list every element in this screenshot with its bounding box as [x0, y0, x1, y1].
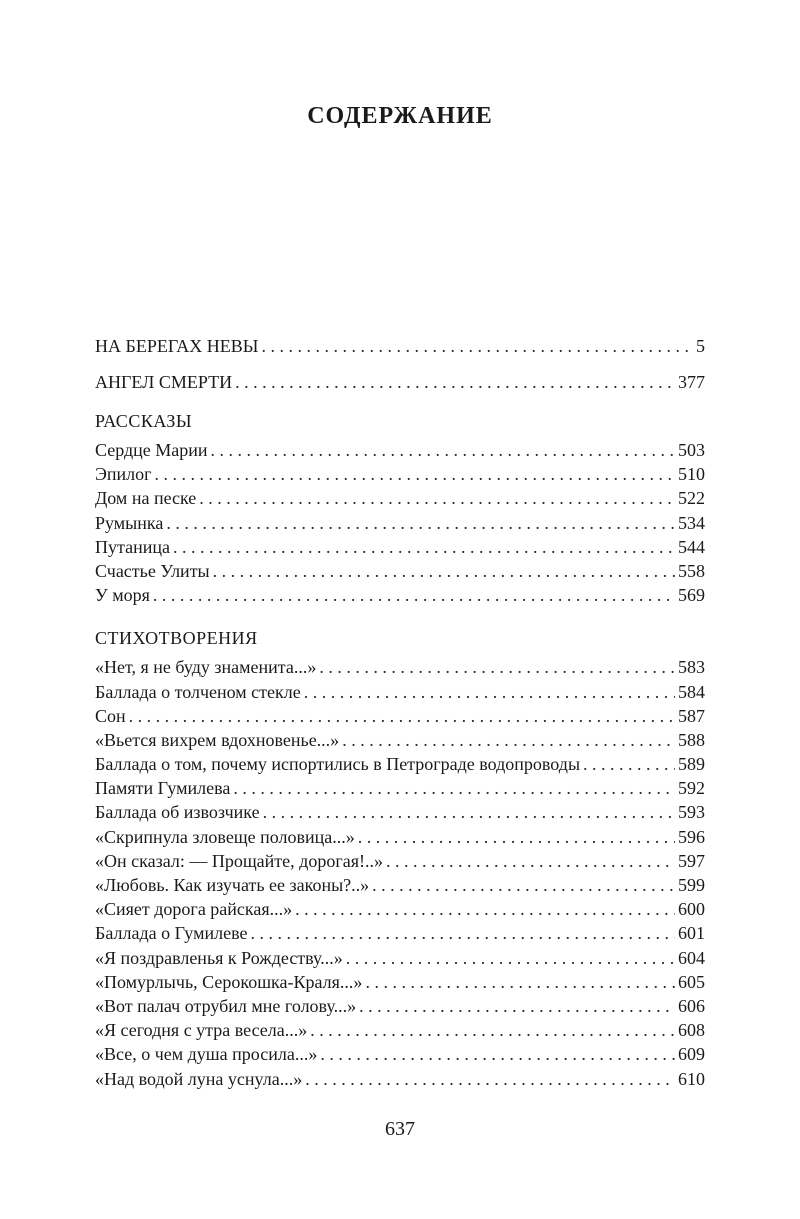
toc-entry-label: Сон	[95, 705, 126, 726]
dot-leader	[319, 655, 675, 679]
toc-entry-page: 583	[678, 657, 705, 678]
toc-entry-page: 605	[678, 971, 705, 992]
dot-leader	[358, 825, 675, 849]
toc-entry-label: Баллада о Гумилеве	[95, 923, 248, 944]
dot-leader	[346, 946, 675, 970]
toc-entry-label: Баллада об извозчике	[95, 802, 260, 823]
dot-leader	[359, 994, 675, 1018]
toc-entry-page: 5	[696, 336, 705, 356]
toc-entry[interactable]	[95, 655, 705, 679]
table-of-contents	[95, 330, 705, 1091]
toc-entry-page: 584	[678, 681, 705, 702]
toc-entry-page: 601	[678, 923, 705, 944]
dot-leader	[261, 330, 693, 362]
toc-entry[interactable]	[95, 970, 705, 994]
dot-leader	[213, 559, 675, 583]
toc-entry-major[interactable]	[95, 330, 705, 362]
toc-entry-label: АНГЕЛ СМЕРТИ	[95, 372, 233, 392]
toc-entry[interactable]	[95, 1042, 705, 1066]
toc-entry[interactable]	[95, 1018, 705, 1042]
dot-leader	[250, 921, 675, 945]
dot-leader	[583, 752, 675, 776]
toc-entry-label: «Я сегодня с утра весела...»	[95, 1020, 308, 1041]
toc-entry-page: 569	[678, 585, 705, 606]
dot-leader	[263, 800, 675, 824]
toc-entry-label: Дом на песке	[95, 488, 197, 509]
dot-leader	[129, 704, 675, 728]
toc-entry[interactable]	[95, 728, 705, 752]
toc-entry-label: «Сияет дорога райская...»	[95, 899, 293, 920]
dot-leader	[386, 849, 675, 873]
page-number: 637	[385, 1118, 415, 1140]
toc-entry[interactable]	[95, 1067, 705, 1091]
dot-leader	[173, 535, 675, 559]
dot-leader	[372, 873, 675, 897]
toc-entry-label: Путаница	[95, 536, 170, 557]
dot-leader	[233, 776, 675, 800]
dot-leader	[211, 438, 675, 462]
toc-entry-label: Сердце Марии	[95, 440, 208, 460]
dot-leader	[342, 728, 675, 752]
toc-entry-page: 606	[678, 995, 705, 1016]
toc-entry-page: 596	[678, 826, 705, 847]
toc-entry[interactable]	[95, 438, 705, 462]
toc-entry[interactable]	[95, 921, 705, 945]
toc-entry-label: «Помурлычь, Серокошка-Краля...»	[95, 971, 363, 992]
toc-entry-label: «Нет, я не буду знаменита...»	[95, 657, 317, 678]
toc-entry[interactable]	[95, 486, 705, 510]
toc-entry-label: Румынка	[95, 512, 164, 533]
toc-entry-page: 510	[678, 464, 705, 485]
toc-entry-label: Счастье Улиты	[95, 560, 210, 581]
toc-entry-page: 604	[678, 947, 705, 968]
toc-entry[interactable]	[95, 849, 705, 873]
toc-entry[interactable]	[95, 535, 705, 559]
toc-entry[interactable]	[95, 897, 705, 921]
toc-entry[interactable]	[95, 825, 705, 849]
toc-entry[interactable]	[95, 946, 705, 970]
toc-entry-label: «Любовь. Как изучать ее законы?..»	[95, 875, 370, 895]
dot-leader	[310, 1018, 675, 1042]
toc-entry-page: 600	[678, 899, 705, 920]
toc-entry-label: «Все, о чем душа просила...»	[95, 1044, 318, 1065]
toc-entry-label: «Он сказал: — Прощайте, дорогая!..»	[95, 850, 383, 871]
toc-entry-label: Памяти Гумилева	[95, 778, 231, 799]
toc-entry-page: 558	[678, 560, 705, 581]
toc-entry-label: НА БЕРЕГАХ НЕВЫ	[95, 336, 259, 356]
toc-entry-page: 608	[678, 1020, 705, 1041]
toc-entry-label: Эпилог	[95, 464, 152, 485]
toc-entry-page: 534	[678, 512, 705, 533]
toc-entry-label: Баллада о том, почему испортились в Петрограде водопроводы	[95, 754, 581, 775]
toc-entry[interactable]	[95, 583, 705, 607]
toc-entry[interactable]	[95, 462, 705, 486]
toc-entry[interactable]	[95, 559, 705, 583]
dot-leader	[365, 970, 675, 994]
toc-entry-label: Баллада о толченом стекле	[95, 681, 301, 702]
dot-leader	[305, 1067, 675, 1091]
toc-entry-page: 377	[678, 372, 705, 392]
dot-leader	[166, 511, 675, 535]
toc-entry-page: 592	[678, 778, 705, 799]
section-heading-poems: СТИХОТВОРЕНИЯ	[95, 628, 258, 649]
toc-entry[interactable]	[95, 511, 705, 535]
dot-leader	[304, 680, 675, 704]
toc-entry-label: «Я поздравленья к Рождеству...»	[95, 947, 343, 968]
toc-entry-page: 503	[678, 440, 705, 460]
toc-entry-major[interactable]	[95, 366, 705, 398]
dot-leader	[155, 462, 675, 486]
toc-entry[interactable]	[95, 776, 705, 800]
dot-leader	[199, 486, 675, 510]
toc-entry-page: 522	[678, 488, 705, 509]
toc-entry-label: «Вьется вихрем вдохновенье...»	[95, 729, 340, 750]
page-title: СОДЕРЖАНИЕ	[307, 103, 493, 129]
toc-entry[interactable]	[95, 994, 705, 1018]
toc-entry-page: 588	[678, 729, 705, 750]
toc-entry[interactable]	[95, 800, 705, 824]
toc-entry-page: 587	[678, 705, 705, 726]
toc-entry-page: 610	[678, 1068, 705, 1089]
toc-entry-page: 593	[678, 802, 705, 823]
toc-entry-label: «Скрипнула зловеще половица...»	[95, 826, 355, 847]
stories-list	[95, 438, 705, 607]
toc-entry-page: 609	[678, 1044, 705, 1065]
poems-list	[95, 655, 705, 1090]
toc-entry[interactable]	[95, 752, 705, 776]
toc-entry[interactable]	[95, 680, 705, 704]
dot-leader	[153, 583, 675, 607]
toc-entry[interactable]	[95, 704, 705, 728]
toc-entry-label: У моря	[95, 585, 150, 606]
dot-leader	[320, 1042, 675, 1066]
dot-leader	[295, 897, 675, 921]
toc-entry[interactable]	[95, 873, 705, 897]
toc-entry-label: «Над водой луна уснула...»	[95, 1068, 303, 1089]
toc-entry-label: «Вот палач отрубил мне голову...»	[95, 995, 357, 1016]
toc-entry-page: 544	[678, 536, 705, 557]
toc-entry-page: 589	[678, 754, 705, 775]
toc-entry-page: 597	[678, 850, 705, 871]
dot-leader	[235, 366, 675, 398]
section-heading-stories: РАССКАЗЫ	[95, 411, 193, 431]
toc-entry-page: 599	[678, 875, 705, 895]
